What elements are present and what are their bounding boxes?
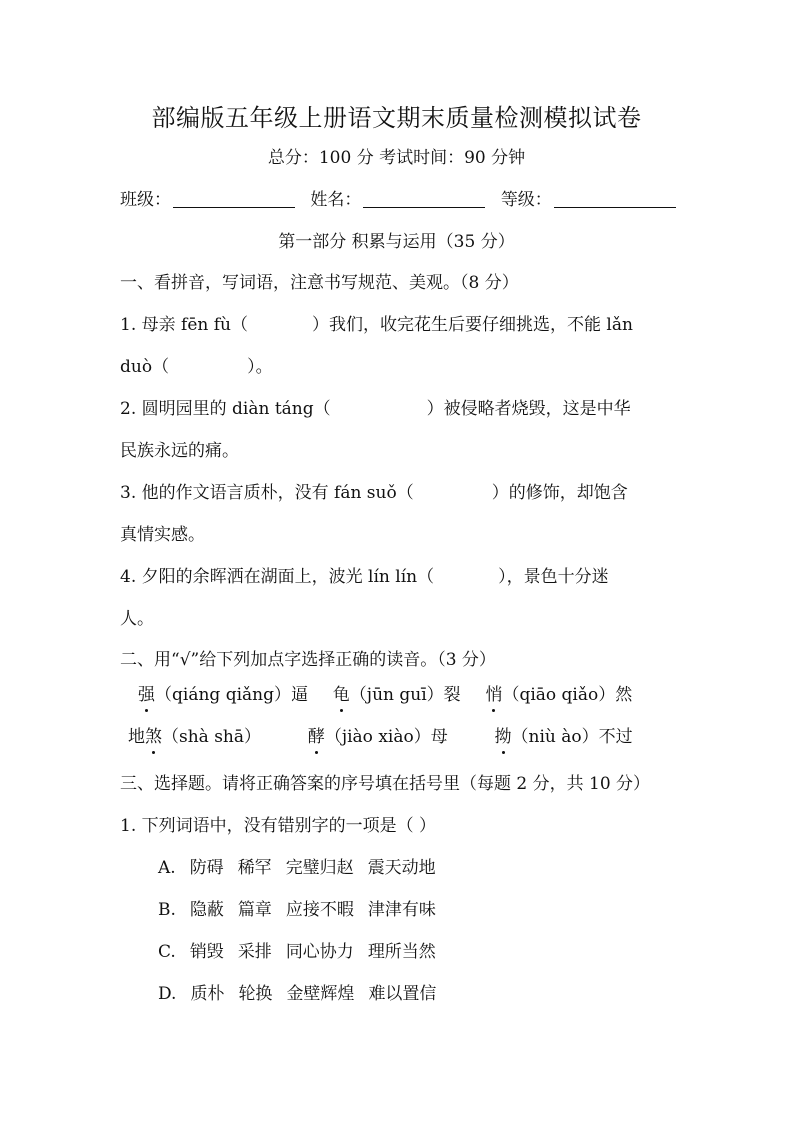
q3-option-b[interactable] xyxy=(158,898,450,922)
q1-title: 一、看拼音，写词语，注意书写规范、美观。（8 分） xyxy=(120,273,519,293)
option-word: 金壁辉煌 xyxy=(286,984,355,1004)
name-label: 姓名： xyxy=(310,190,362,210)
q2-r2c3-rest[interactable]: （niù ào）不过 xyxy=(511,727,633,747)
q2-r1c3-char: 悄 xyxy=(485,685,503,705)
option-word: 销毁 xyxy=(189,942,224,962)
grade-label: 等级： xyxy=(500,190,552,210)
q1-item3-text-a: 3. 他的作文语言质朴，没有 fán suǒ（ xyxy=(120,483,414,503)
q1-item2-line1 xyxy=(120,397,631,421)
option-word: 完璧归赵 xyxy=(285,858,354,878)
option-word: 同心协力 xyxy=(285,942,354,962)
q2-r2c2-char: 酵 xyxy=(307,727,325,747)
option-label: D. xyxy=(158,984,177,1004)
q1-item1-line1 xyxy=(120,313,633,337)
option-word: 轮换 xyxy=(238,984,273,1004)
option-word: 津津有味 xyxy=(367,900,436,920)
part1-title: 第一部分 积累与运用（35 分） xyxy=(278,232,515,252)
q1-item1-text-c: duò（ xyxy=(120,357,170,377)
q3-option-d[interactable] xyxy=(158,982,450,1006)
q1-item2-line2: 民族永远的痛。 xyxy=(120,441,239,461)
grade-field xyxy=(501,188,676,212)
option-word: 篇章 xyxy=(237,900,272,920)
q1-item4-line1 xyxy=(120,565,609,589)
student-info-row xyxy=(120,188,680,212)
q1-item1-text-b: ）我们，收完花生后要仔细挑选，不能 lǎn xyxy=(311,315,633,335)
name-blank[interactable] xyxy=(363,189,485,208)
q3-item1: 1. 下列词语中，没有错别字的一项是（ ） xyxy=(120,816,437,836)
q2-r1c1-char: 强 xyxy=(138,685,155,705)
option-word: 稀罕 xyxy=(237,858,272,878)
option-label: A. xyxy=(158,858,176,878)
option-word: 应接不暇 xyxy=(285,900,354,920)
q3-option-a[interactable] xyxy=(158,856,450,880)
q1-item4-line2: 人。 xyxy=(120,609,154,629)
q1-item4-text-b: ），景色十分迷 xyxy=(498,567,609,587)
q2-r1c2-char: 龟 xyxy=(332,685,350,705)
q2-row2 xyxy=(128,725,633,749)
option-word: 防碍 xyxy=(189,858,224,878)
q1-item2-text-a: 2. 圆明园里的 diàn táng（ xyxy=(120,399,331,419)
q2-r2c3-char: 拗 xyxy=(494,727,512,747)
q2-r1c2-rest[interactable]: （jūn guī）裂 xyxy=(349,685,461,705)
option-label: C. xyxy=(158,942,176,962)
q1-item4-text-a: 4. 夕阳的余晖洒在湖面上，波光 lín lín（ xyxy=(120,567,435,587)
q3-title: 三、选择题。请将正确答案的序号填在括号里（每题 2 分，共 10 分） xyxy=(120,774,651,794)
option-word: 质朴 xyxy=(190,984,225,1004)
q2-r2c1-char: 煞 xyxy=(145,727,162,747)
q2-r2c2-rest[interactable]: （jiào xiào）母 xyxy=(324,727,448,747)
q1-item2-text-b: ）被侵略者烧毁，这是中华 xyxy=(426,399,631,419)
q1-item3-line1 xyxy=(120,481,628,505)
q1-item3-text-b: ）的修饰，却饱含 xyxy=(491,483,628,503)
q2-title: 二、用“√”给下列加点字选择正确的读音。（3 分） xyxy=(120,650,496,670)
class-field xyxy=(120,188,295,212)
option-word: 理所当然 xyxy=(367,942,436,962)
q1-item3-line2: 真情实感。 xyxy=(120,525,205,545)
grade-blank[interactable] xyxy=(554,189,676,208)
option-word: 采排 xyxy=(237,942,272,962)
class-blank[interactable] xyxy=(173,189,295,208)
option-word: 震天动地 xyxy=(367,858,436,878)
q1-item1-text-a: 1. 母亲 fēn fù（ xyxy=(120,315,248,335)
q1-item1-line2 xyxy=(120,355,273,379)
q2-r1c3-rest[interactable]: （qiāo qiǎo）然 xyxy=(502,685,633,705)
option-label: B. xyxy=(158,900,176,920)
class-label: 班级： xyxy=(120,190,171,210)
q2-row1 xyxy=(138,683,632,707)
option-word: 难以置信 xyxy=(368,984,437,1004)
q2-r1c1-rest[interactable]: （qiáng qiǎng）逼 xyxy=(155,685,308,705)
exam-title: 部编版五年级上册语文期末质量检测模拟试卷 xyxy=(151,104,642,132)
q3-option-c[interactable] xyxy=(158,940,450,964)
option-word: 隐蔽 xyxy=(189,900,224,920)
q2-r2c1-pre: 地 xyxy=(128,727,145,747)
name-field xyxy=(310,188,485,212)
q1-item1-text-d: ）。 xyxy=(247,357,273,377)
q2-r2c1-rest[interactable]: （shà shā） xyxy=(162,727,262,747)
exam-subtitle: 总分：100 分 考试时间：90 分钟 xyxy=(267,148,526,168)
